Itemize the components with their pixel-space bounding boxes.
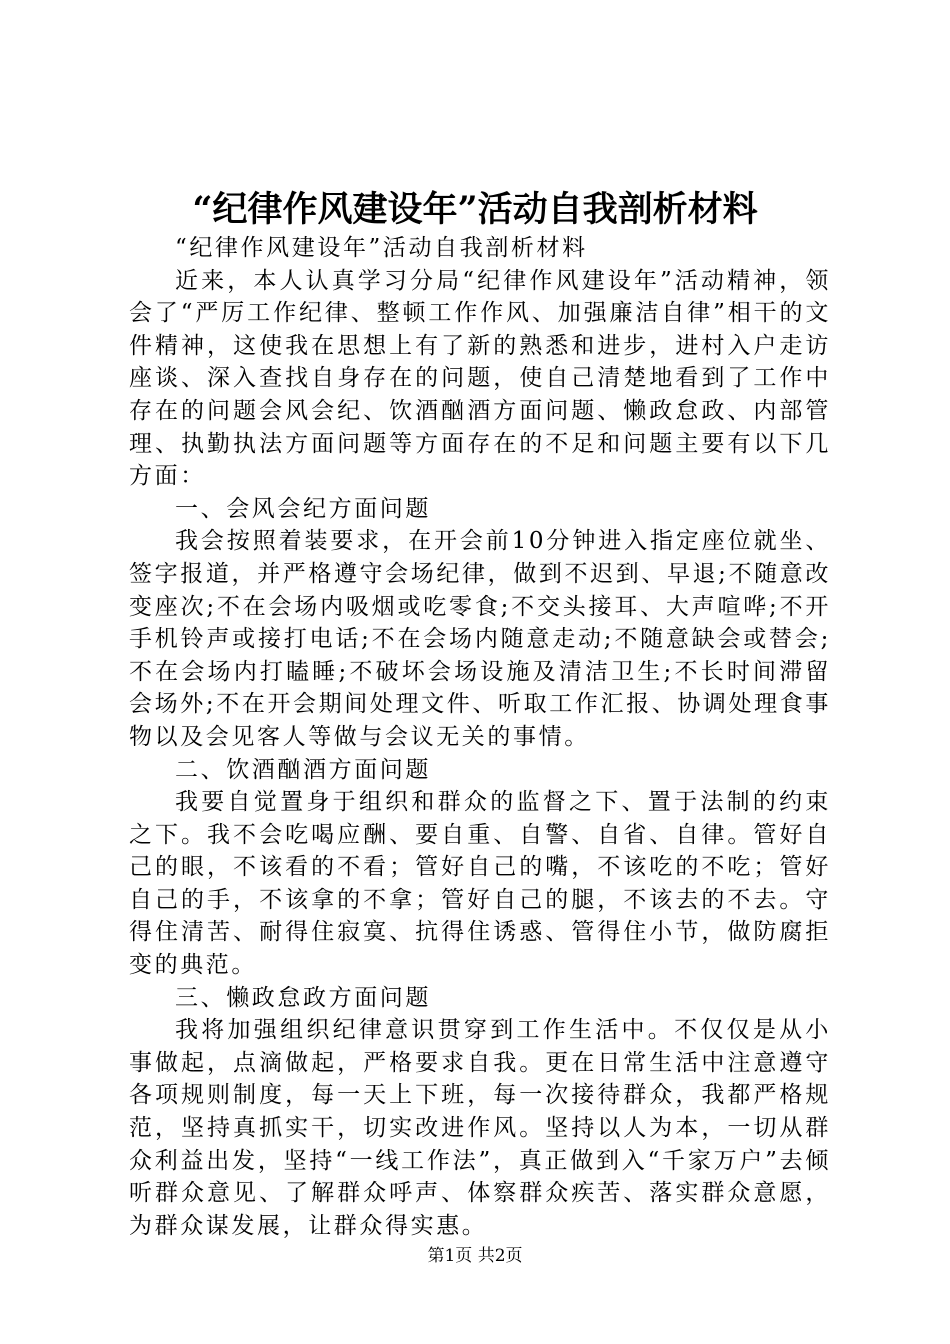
section-body-3: 我将加强组织纪律意识贯穿到工作生活中。不仅仅是从小事做起，点滴做起，严格要求自我。更在日常生活中注意遵守各项规则制度，每一天上下班，每一次接待群众，我都严格规范，坚持真抓实干，切实改进作风。坚持以人为本，一切从群众利益出发，坚持“一线工作法”，真正做到入“千家万户”去倾听群众意见、了解群众呼声、体察群众疾苦、落实群众意愿，为群众谋发展，让群众得实惠。 (129, 1017, 831, 1239)
section-heading-2: 二、饮酒酗酒方面问题 (175, 756, 431, 783)
section-heading-3: 三、懒政怠政方面问题 (175, 984, 431, 1011)
intro-paragraph: 近来，本人认真学习分局“纪律作风建设年”活动精神，领会了“严厉工作纪律、整顿工作作风、加强廉洁自律”相干的文件精神，这使我在思想上有了新的熟悉和进步，进村入户走访座谈、深入查找自身存在的问题，使自己清楚地看到了工作中存在的问题会风会纪、饮酒酗酒方面问题、懒政怠政、内部管理、执勤执法方面问题等方面存在的不足和问题主要有以下几方面： (129, 267, 831, 490)
document-title: “纪律作风建设年”活动自我剖析材料 (192, 189, 758, 230)
document-body (129, 232, 831, 1242)
section-heading-1: 一、会风会纪方面问题 (175, 495, 431, 522)
subtitle-paragraph: “纪律作风建设年”活动自我剖析材料 (175, 235, 588, 261)
section-body-2: 我要自觉置身于组织和群众的监督之下、置于法制的约束之下。我不会吃喝应酬、要自重、自警、自省、自律。管好自己的眼，不该看的不看；管好自己的嘴，不该吃的不吃；管好自己的手，不该拿的不拿；管好自己的腿，不该去的不去。守得住清苦、耐得住寂寞、抗得住诱惑、管得住小节，做防腐拒变的典范。 (129, 789, 831, 979)
page-footer: 第1页 共2页 (427, 1246, 523, 1266)
section-body-1: 我会按照着装要求，在开会前10分钟进入指定座位就坐、签字报道，并严格遵守会场纪律，做到不迟到、早退;不随意改变座次;不在会场内吸烟或吃零食;不交头接耳、大声喧哗;不开手机铃声或接打电话;不在会场内随意走动;不随意缺会或替会;不在会场内打瞌睡;不破坏会场设施及清洁卫生;不长时间滞留会场外;不在开会期间处理文件、听取工作汇报、协调处理食事物以及会见客人等做与会议无关的事情。 (129, 528, 831, 750)
